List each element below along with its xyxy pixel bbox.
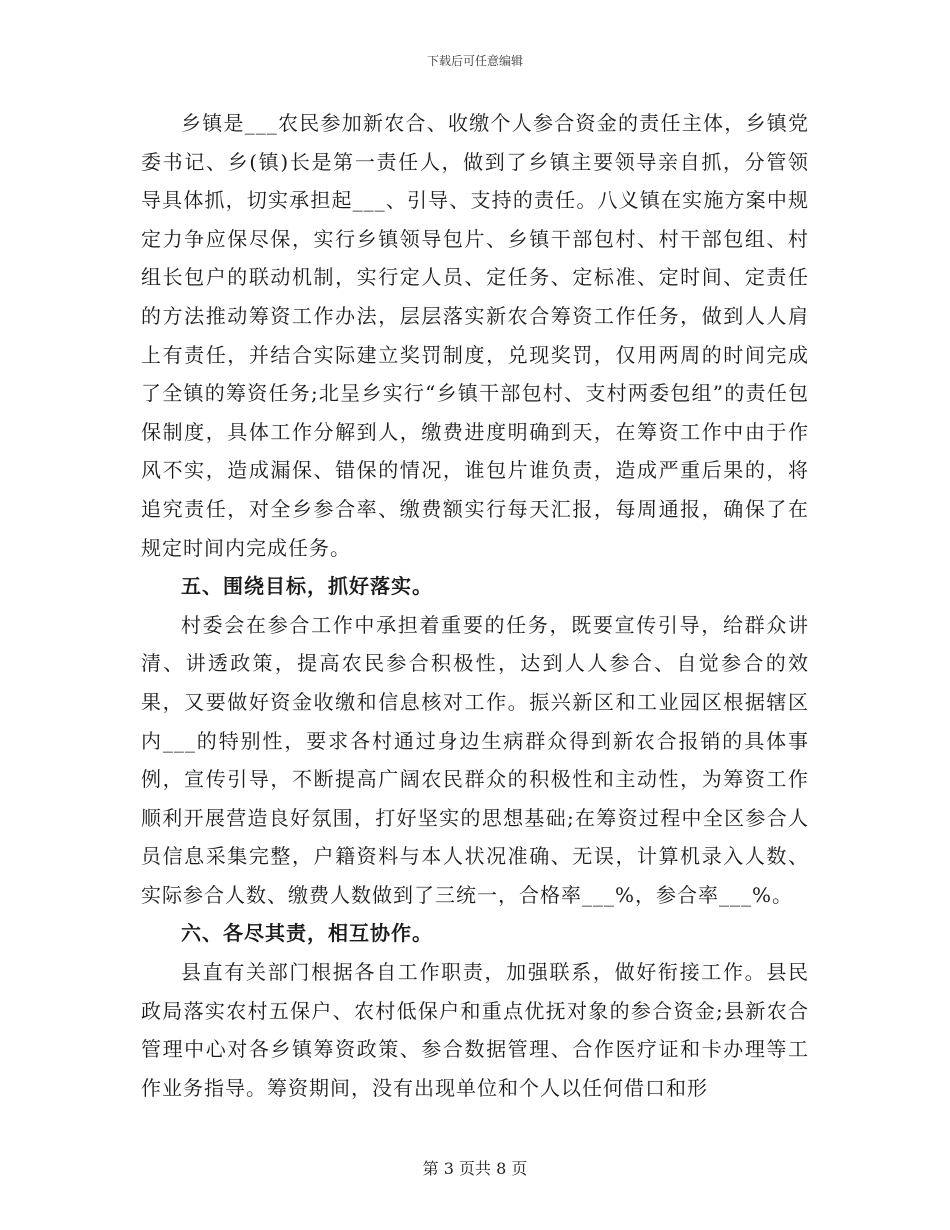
page-header: 下载后可任意编辑	[426, 54, 523, 68]
section-heading-six: 六、各尽其责，相互协作。	[181, 921, 433, 946]
document-body	[141, 104, 809, 1107]
paragraph-county-departments: 县直有关部门根据各自工作职责，加强联系，做好衔接工作。县民政局落实农村五保户、农村低保户和重点优抚对象的参合资金;县新农合管理中心对各乡镇筹资政策、参合数据管理、合作医疗证和卡办理等工作业务指导。筹资期间，没有出现单位和个人以任何借口和形	[141, 960, 809, 1100]
page-footer: 第 3 页共 8 页	[422, 1159, 528, 1178]
section-heading-five: 五、围绕目标，抓好落实。	[181, 574, 433, 599]
paragraph-village-committee: 村委会在参合工作中承担着重要的任务，既要宣传引导，给群众讲清、讲透政策，提高农民参合积极性，达到人人参合、自觉参合的效果，又要做好资金收缴和信息核对工作。振兴新区和工业园区根据辖区内___的特别性，要求各村通过身边生病群众得到新农合报销的具体事例，宣传引导，不断提高广阔农民群众的积极性和主动性，为筹资工作顺利开展营造良好氛围，打好坚实的思想基础;在筹资过程中全区参合人员信息采集完整，户籍资料与本人状况准确、无误，计算机录入人数、实际参合人数、缴费人数做到了三统一，合格率___%，参合率___%。	[141, 612, 809, 907]
paragraph-township-responsibility: 乡镇是___农民参加新农合、收缴个人参合资金的责任主体，乡镇党委书记、乡(镇)长是第一责任人，做到了乡镇主要领导亲自抓，分管领导具体抓，切实承担起___、引导、支持的责任。八义镇在实施方案中规定力争应保尽保，实行乡镇领导包片、乡镇干部包村、村干部包组、村组长包户的联动机制，实行定人员、定任务、定标准、定时间、定责任的方法推动筹资工作办法，层层落实新农合筹资工作任务，做到人人肩上有责任，并结合实际建立奖罚制度，兑现奖罚，仅用两周的时间完成了全镇的筹资任务;北呈乡实行“乡镇干部包村、支村两委包组”的责任包保制度，具体工作分解到人，缴费进度明确到天，在筹资工作中由于作风不实，造成漏保、错保的情况，谁包片谁负责，造成严重后果的，将追究责任，对全乡参合率、缴费额实行每天汇报，每周通报，确保了在规定时间内完成任务。	[141, 111, 809, 560]
